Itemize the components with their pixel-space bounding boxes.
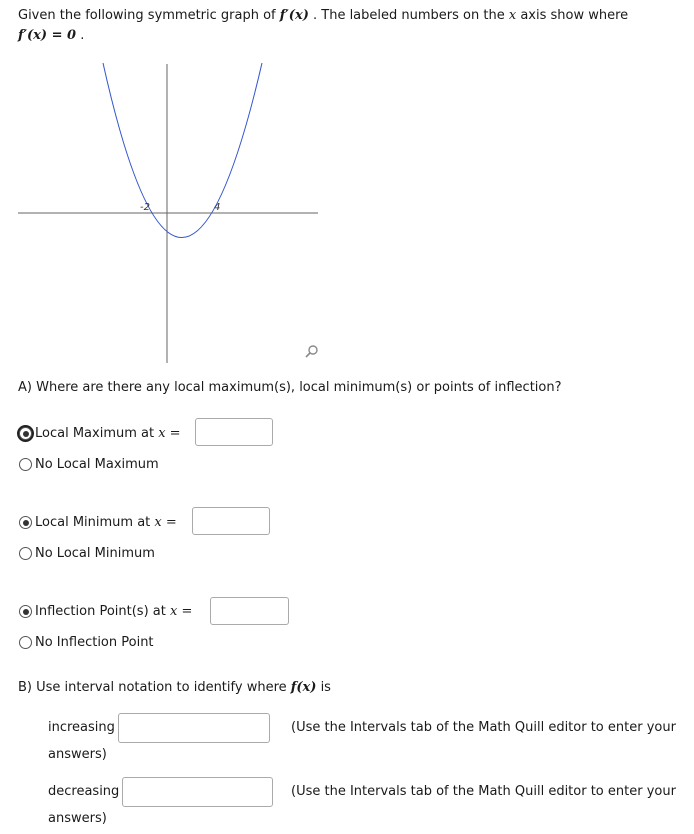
no-inflection-label: No Inflection Point xyxy=(35,635,154,650)
increasing-hint: (Use the Intervals tab of the Math Quill editor to enter your xyxy=(291,720,676,735)
local-min-var: x = xyxy=(154,515,177,530)
parabola-curve xyxy=(103,63,262,238)
intro-text-3: axis show where xyxy=(520,8,629,23)
local-max-input[interactable] xyxy=(195,418,273,446)
question-a-prompt: A) Where are there any local maximum(s), local minimum(s) or points of inflection? xyxy=(18,380,562,395)
tick-label-neg2: -2 xyxy=(140,202,150,213)
local-max-radio[interactable] xyxy=(19,427,32,440)
fprime-graph xyxy=(0,0,694,380)
magnifier-icon[interactable] xyxy=(306,346,317,357)
increasing-input[interactable] xyxy=(118,713,270,743)
inflection-label: Inflection Point(s) at x = xyxy=(35,604,193,619)
local-min-radio[interactable] xyxy=(19,516,32,529)
no-local-max-radio[interactable] xyxy=(19,458,32,471)
decreasing-hint-2: answers) xyxy=(48,811,107,826)
tick-label-4: 4 xyxy=(214,202,221,213)
intro-text-2: . The labeled numbers on the xyxy=(313,8,505,23)
x-symbol: x xyxy=(508,8,517,23)
no-local-min-label: No Local Minimum xyxy=(35,546,155,561)
intro-text: Given the following symmetric graph of xyxy=(18,8,276,23)
local-max-var: x = xyxy=(158,426,181,441)
local-min-label: Local Minimum at x = xyxy=(35,515,177,530)
fprime-equation: f′(x) = 0 xyxy=(18,28,77,43)
decreasing-input[interactable] xyxy=(122,777,273,807)
decreasing-hint: (Use the Intervals tab of the Math Quill editor to enter your xyxy=(291,784,676,799)
question-b-prompt: B) Use interval notation to identify where f(x) is xyxy=(18,680,331,695)
no-inflection-radio[interactable] xyxy=(19,636,32,649)
no-local-min-radio[interactable] xyxy=(19,547,32,560)
increasing-label: increasing xyxy=(48,720,115,735)
local-max-label: Local Maximum at x = xyxy=(35,426,181,441)
decreasing-label: decreasing xyxy=(48,784,120,799)
inflection-input[interactable] xyxy=(210,597,289,625)
increasing-hint-2: answers) xyxy=(48,747,107,762)
local-min-input[interactable] xyxy=(192,507,270,535)
fx-symbol: f(x) xyxy=(290,680,317,695)
intro-period: . xyxy=(80,28,85,43)
fprime-symbol: f′(x) xyxy=(279,8,309,23)
inflection-var: x = xyxy=(169,604,193,619)
inflection-radio[interactable] xyxy=(19,605,32,618)
no-local-max-label: No Local Maximum xyxy=(35,457,159,472)
